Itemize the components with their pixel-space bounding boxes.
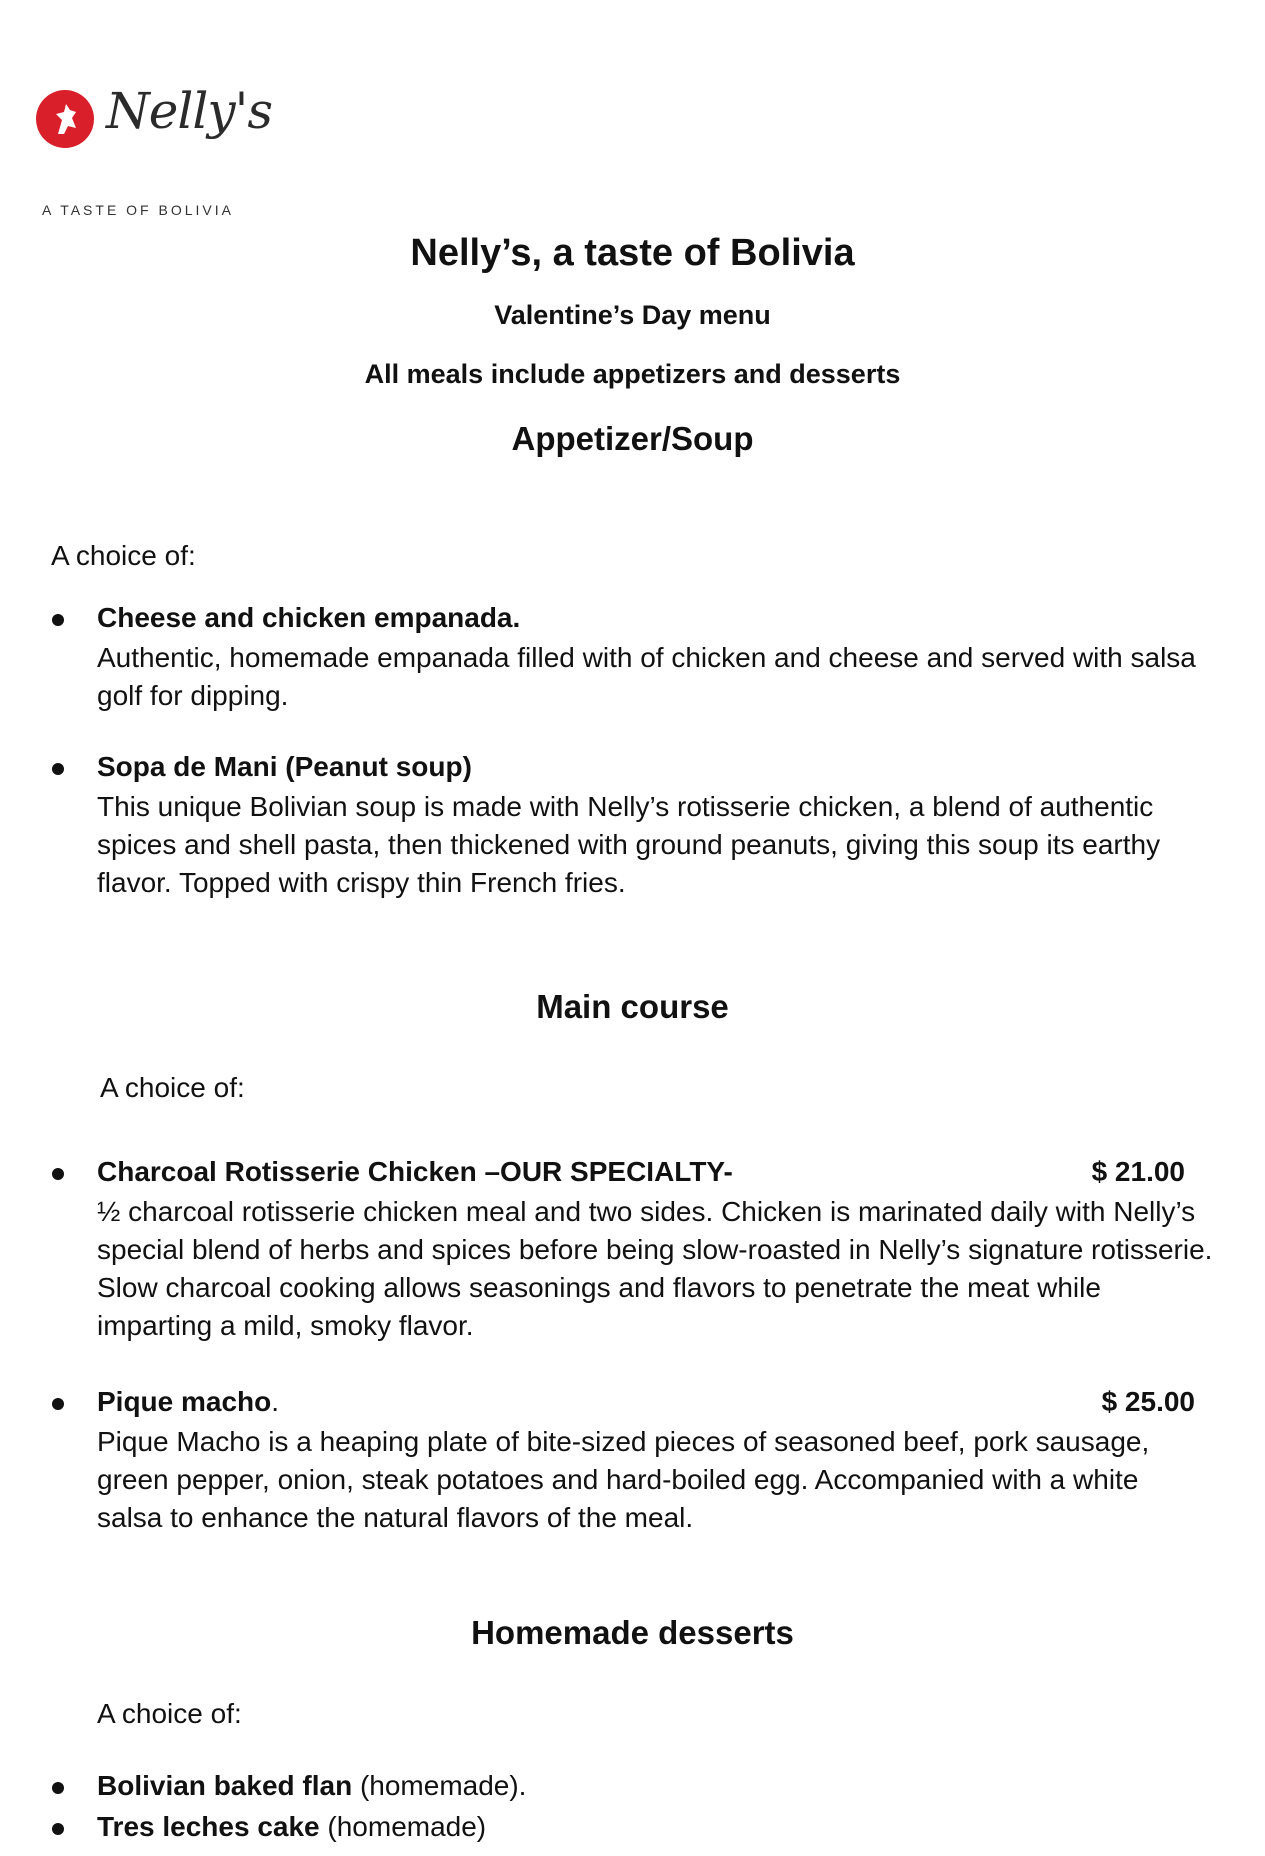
appetizer-title: Cheese and chicken empanada.	[97, 602, 521, 633]
bullet-icon	[52, 1398, 64, 1410]
dessert-heading: Homemade desserts	[471, 1614, 794, 1651]
logo-tagline: A TASTE OF BOLIVIA	[42, 202, 234, 218]
bullet-icon	[52, 1823, 64, 1835]
main-title: Charcoal Rotisserie Chicken –OUR SPECIALTY-	[97, 1156, 733, 1187]
main-desc: ½ charcoal rotisserie chicken meal and two sides. Chicken is marinated daily with Nelly’s special blend of herbs and spices before being slow-roasted in Nelly’s signature rotisserie. Slow charcoal cooking allows seasonings and flavors to penetrate the meat while imparting a mild, smoky flavor.	[97, 1196, 1213, 1341]
appetizer-heading: Appetizer/Soup	[511, 420, 754, 457]
bullet-icon	[52, 1782, 64, 1794]
dessert-intro: A choice of:	[97, 1698, 242, 1729]
appetizer-desc: Authentic, homemade empanada filled with of chicken and cheese and served with salsa golf for dipping.	[97, 642, 1196, 711]
restaurant-logo	[36, 82, 296, 230]
main-title-suffix: .	[271, 1386, 280, 1417]
dessert-item	[97, 1811, 486, 1843]
main-heading: Main course	[536, 988, 729, 1025]
menu-note: All meals include appetizers and desserts	[364, 359, 901, 389]
dessert-suffix: (homemade).	[352, 1770, 527, 1801]
main-title-wrap	[97, 1386, 279, 1418]
main-desc: Pique Macho is a heaping plate of bite-sized pieces of seasoned beef, pork sausage, green pepper, onion, steak potatoes and hard-boiled egg. Accompanied with a white salsa to enhance the natural flavors of the meal.	[97, 1426, 1150, 1533]
dessert-title: Tres leches cake	[97, 1811, 320, 1842]
appetizer-desc: This unique Bolivian soup is made with Nelly’s rotisserie chicken, a blend of authentic spices and shell pasta, then thickened with ground peanuts, giving this soup its earthy flavor. Topped with crispy thin French fries.	[97, 791, 1161, 898]
menu-subtitle: Valentine’s Day menu	[494, 300, 771, 330]
item-price: $ 21.00	[1091, 1156, 1185, 1187]
page-title: Nelly’s, a taste of Bolivia	[410, 232, 855, 274]
appetizer-intro: A choice of:	[51, 540, 196, 571]
bullet-icon	[52, 614, 64, 626]
bullet-icon	[52, 1168, 64, 1180]
appetizer-title: Sopa de Mani (Peanut soup)	[97, 751, 472, 782]
bullet-icon	[52, 763, 64, 775]
rooster-icon	[36, 90, 94, 148]
dessert-title: Bolivian baked flan	[97, 1770, 353, 1801]
logo-wordmark: Nelly's	[106, 82, 272, 140]
main-title: Pique macho	[97, 1386, 272, 1417]
item-price: $ 25.00	[1101, 1386, 1195, 1417]
dessert-suffix: (homemade)	[319, 1811, 487, 1842]
main-intro: A choice of:	[100, 1072, 245, 1103]
dessert-item	[97, 1770, 526, 1802]
